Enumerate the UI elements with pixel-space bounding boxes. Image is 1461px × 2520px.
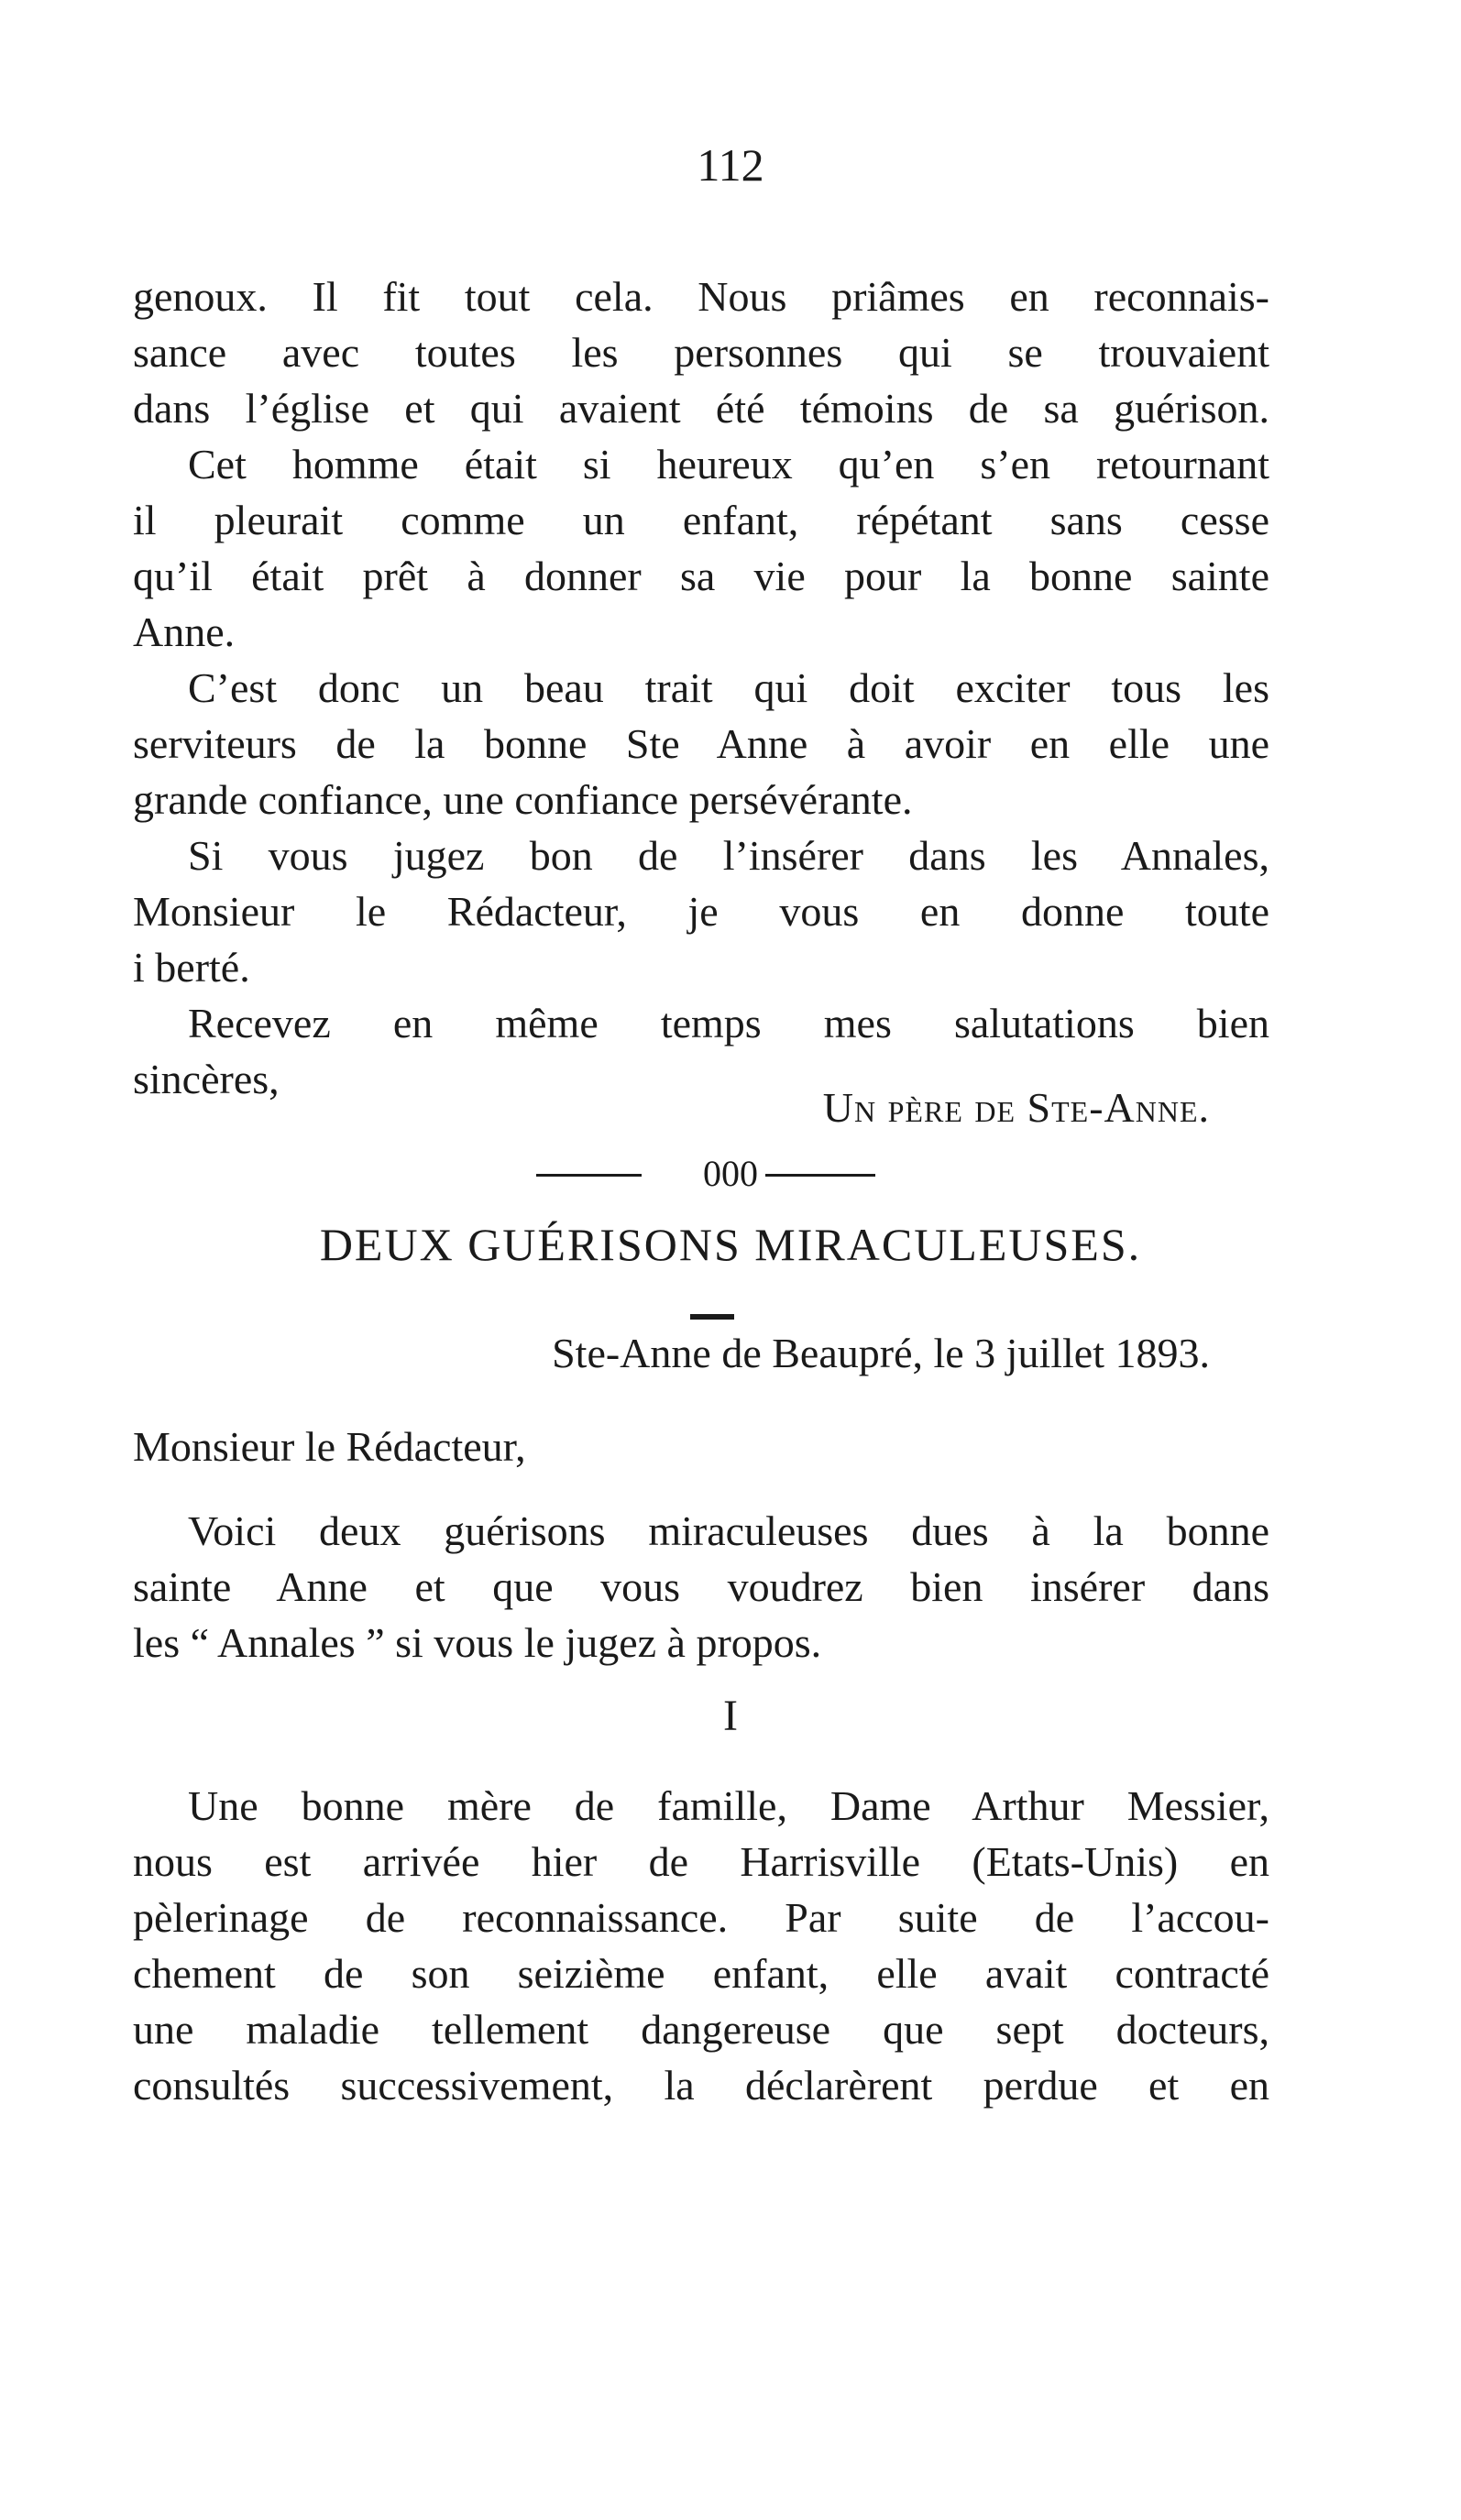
text-line: sainte Anne et que vous voudrez bien insérer dans — [133, 1563, 1269, 1610]
paragraph-messier — [133, 1778, 1269, 2113]
text-line: Anne. — [133, 608, 236, 655]
paragraph-beautiful-trait — [133, 660, 1269, 827]
text-line: sincères, — [133, 1056, 280, 1102]
separator-mark: 000 — [703, 1153, 758, 1194]
text-line: nous est arrivée hier de Harrisville (Etats-Unis) en — [133, 1838, 1269, 1885]
text-line: sance avec toutes les personnes qui se trouvaient — [133, 329, 1269, 376]
paragraph-continuation — [133, 268, 1269, 436]
text-line: dans l’église et qui avaient été témoins de sa guérison. — [133, 385, 1269, 432]
paragraph-insert-request — [133, 827, 1269, 995]
text-line: les “ Annales ” si vous le jugez à propos. — [133, 1619, 822, 1666]
text-line: pèlerinage de reconnaissance. Par suite de l’accou- — [133, 1894, 1269, 1941]
title-underline — [690, 1314, 734, 1320]
section-number: I — [723, 1692, 738, 1740]
salutation: Monsieur le Rédacteur, — [133, 1423, 526, 1470]
separator-rule-right — [765, 1174, 875, 1177]
dateline: Ste-Anne de Beaupré, le 3 juillet 1893. — [552, 1330, 1210, 1376]
text-line: une maladie tellement dangereuse que sept docteurs, — [133, 2006, 1269, 2053]
text-line: i berté. — [133, 944, 250, 991]
text-line: il pleurait comme un enfant, répétant sans cesse — [133, 497, 1269, 543]
text-line: chement de son seizième enfant, elle avait contracté — [133, 1950, 1269, 1997]
paragraph-introduction — [133, 1503, 1269, 1671]
text-line: consultés successivement, la déclarèrent perdue et en — [133, 2062, 1269, 2109]
text-line: Cet homme était si heureux qu’en s’en retournant — [188, 441, 1269, 488]
signature: Un père de Ste-Anne. — [822, 1084, 1210, 1131]
article-title: DEUX GUÉRISONS MIRACULEUSES. — [319, 1219, 1142, 1270]
text-line: C’est donc un beau trait qui doit exciter tous les — [188, 664, 1269, 711]
text-line: qu’il était prêt à donner sa vie pour la bonne sainte — [133, 553, 1269, 599]
text-line: Voici deux guérisons miraculeuses dues à la bonne — [188, 1507, 1269, 1554]
text-line: Une bonne mère de famille, Dame Arthur Messier, — [188, 1782, 1269, 1829]
text-line: serviteurs de la bonne Ste Anne à avoir en elle une — [133, 720, 1269, 767]
page-number: 112 — [697, 139, 764, 191]
text-line: Recevez en même temps mes salutations bien — [188, 1000, 1269, 1046]
text-line: genoux. Il fit tout cela. Nous priâmes en reconnais- — [133, 273, 1269, 320]
text-line: Monsieur le Rédacteur, je vous en donne toute — [133, 888, 1269, 935]
paragraph-happy-man — [133, 436, 1269, 660]
text-line: grande confiance, une confiance persévérante. — [133, 776, 913, 823]
text-line: Si vous jugez bon de l’insérer dans les Annales, — [188, 832, 1269, 879]
